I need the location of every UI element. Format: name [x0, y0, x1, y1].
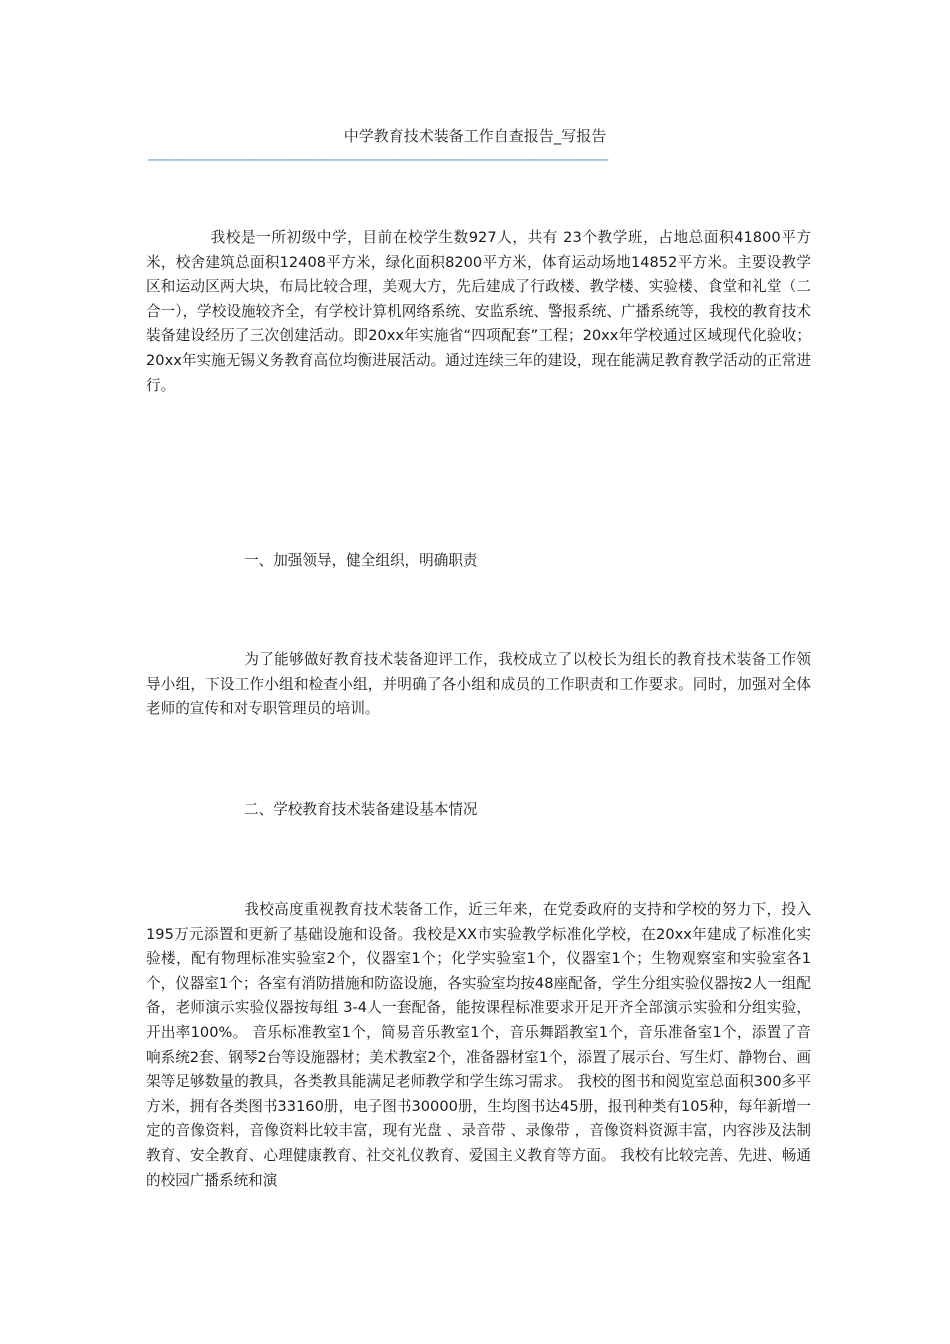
- section-heading-1: 一、加强领导，健全组织，明确职责: [244, 552, 478, 569]
- title-underline-rule: ———————————————————————————————————————————————————: [148, 152, 609, 166]
- section1-paragraph-text: 为了能够做好教育技术装备迎评工作，我校成立了以校长为组长的教育技术装备工作领导小组，下设工作小组和检查小组，并明确了各小组和成员的工作职责和工作要求。同时，加强对全体老师的宣传和对专职管理员的培训。: [146, 651, 811, 718]
- section1-paragraph: [146, 648, 811, 722]
- document-title: 中学教育技术装备工作自查报告_写报告: [343, 127, 607, 145]
- section2-paragraph: [146, 898, 811, 1193]
- section2-paragraph-text: 我校高度重视教育技术装备工作，近三年来，在党委政府的支持和学校的努力下，投入195万元添置和更新了基础设施和设备。我校是XX市实验教学标准化学校，在20xx年建成了标准化实验楼，配有物理标准实验室2个，仪器室1个；化学实验室1个，仪器室1个；生物观察室和实验室各1个，仪器室1个；各室有消防措施和防盗设施，各实验室均按48座配备，学生分组实验仪器按2人一组配备，老师演示实验仪器按每组 3-4人一套配备，能按课程标准要求开足开齐全部演示实验和分组实验，开出率100%。 音乐标准教室1个，简易音乐教室1个，音乐舞蹈教室1个，音乐准备室1个，添置了音响系统2套、钢琴2台等设施器材；美术教室2个，准备器材室1个，添置了展示台、写生灯、静物台、画架等足够数量的教具，各类教具能满足老师教学和学生练习需求。 我校的图书和阅览室总面积300多平方米，拥有各类图书33160册，电子图书30000册，生均图书达45册，报刊种类有105种，每年新增一定的音像资料，音像资料比较丰富，现有光盘 、录音带 、录像带 ，音像资料资源丰富，内容涉及法制教育、安全教育、心理健康教育、社交礼仪教育、爱国主义教育等方面。 我校有比较完善、先进、畅通的校园广播系统和演: [146, 901, 811, 1189]
- intro-paragraph-text: 我校是一所初级中学，目前在校学生数927人，共有 23个教学班，占地总面积41800平方米，校舍建筑总面积12408平方米，绿化面积8200平方米，体育运动场地14852平方米。主要设教学区和运动区两大块，布局比较合理，美观大方，先后建成了行政楼、教学楼、实验楼、食堂和礼堂（二合一），学校设施较齐全，有学校计算机网络系统、安监系统、警报系统、广播系统等，我校的教育技术装备建设经历了三次创建活动。即20xx年实施省“四项配套”工程；20xx年学校通过区域现代化验收；20xx年实施无锡义务教育高位均衡进展活动。通过连续三年的建设，现在能满足教育教学活动的正常进行。: [146, 229, 811, 394]
- section-heading-2: 二、学校教育技术装备建设基本情况: [244, 801, 478, 818]
- intro-paragraph: [146, 226, 811, 398]
